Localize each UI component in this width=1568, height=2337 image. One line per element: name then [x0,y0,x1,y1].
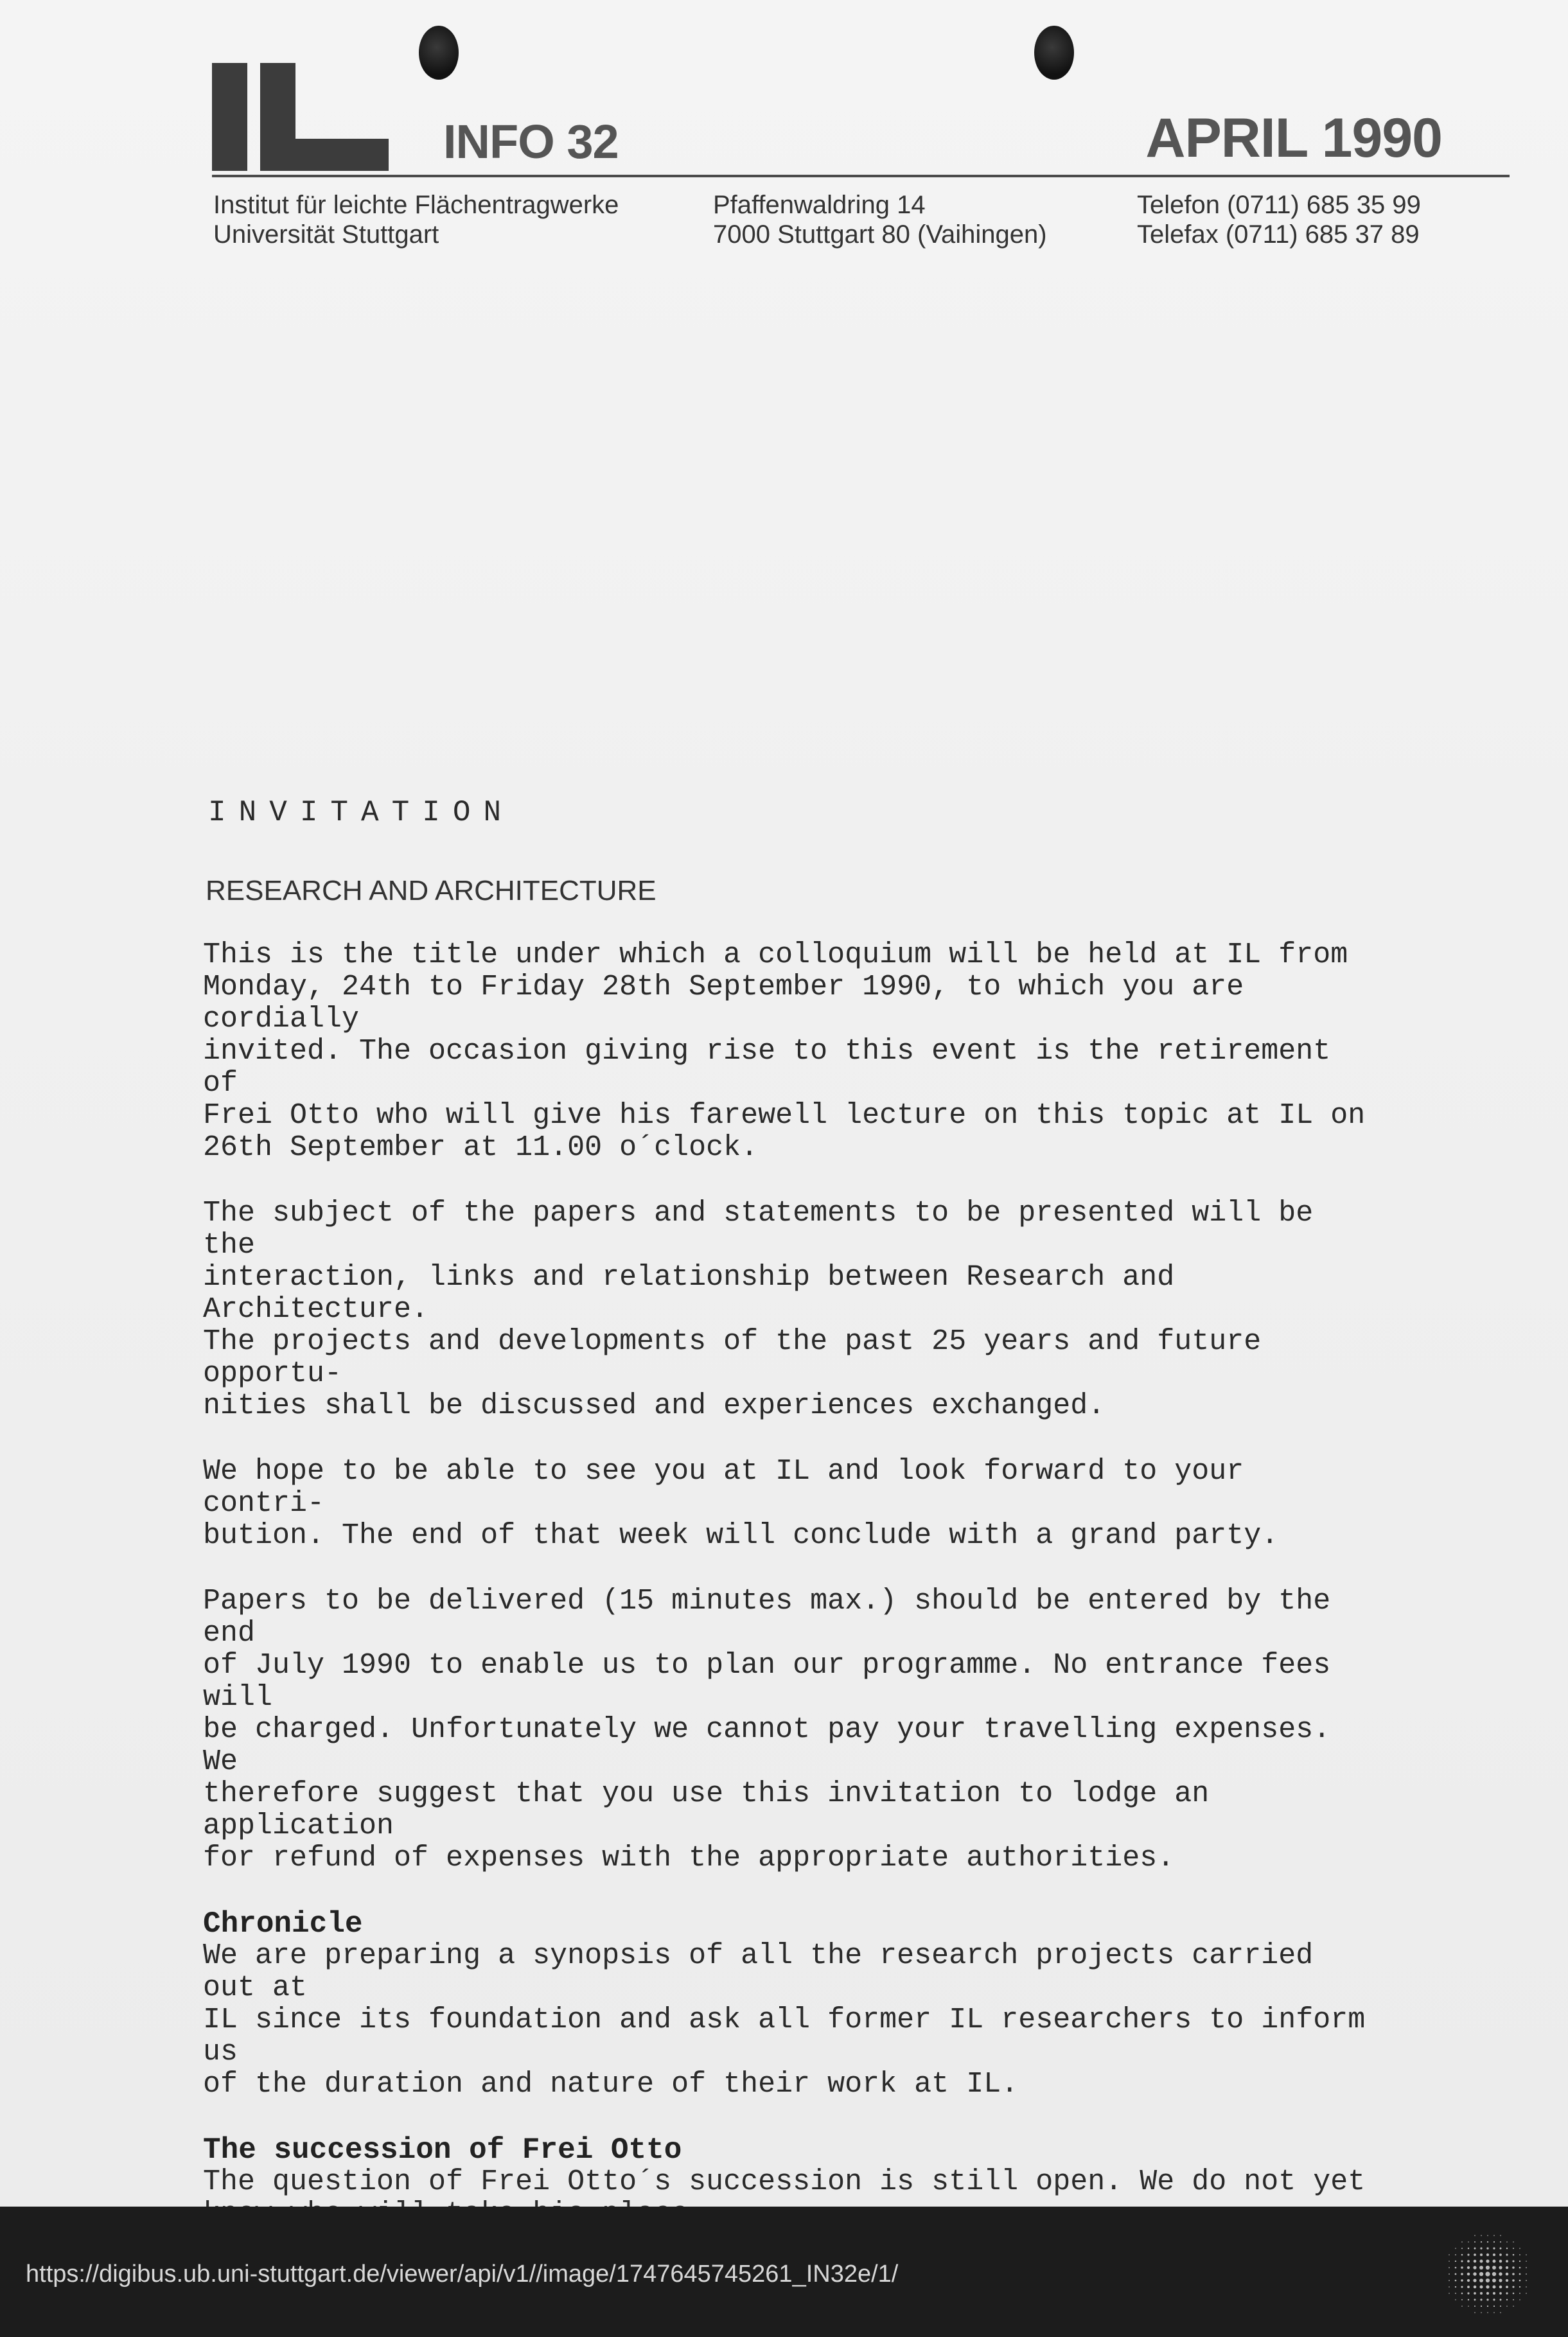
issue-label: INFO 32 [443,115,619,168]
institute-name: Institut für leichte Flächentragwerke [213,191,619,219]
phone-number: Telefon (0711) 685 35 99 [1137,191,1421,219]
street-address: Pfaffenwaldring 14 [713,191,926,219]
succession-heading: The succession of Frei Otto [203,2133,682,2167]
succession-paragraph: The question of Frei Otto´s succession is still open. We do not yet [203,2165,1366,2198]
punch-hole-left [419,26,459,80]
invitation-heading: INVITATION [208,796,515,829]
chronicle-heading: Chronicle [203,1907,363,1941]
issue-date: APRIL 1990 [1145,107,1442,169]
contact-block [1137,190,1421,249]
address-block [713,190,1047,249]
il-logo [212,63,340,171]
punch-hole-right [1034,26,1074,80]
city-address: 7000 Stuttgart 80 (Vaihingen) [713,220,1047,249]
paragraph-papers: Papers to be delivered (15 minutes max.) should be entered by the end of July 1990 to enable us to plan our programme. No entrance fees will be charged. Unfortunately we cannot pay your travelling expenses. We therefore suggest that you use this invitation to lodge an application for refund of expenses with the appropriate authorities. [203,1585,1331,1874]
institute-block [213,190,619,249]
viewer-footer [0,2207,1568,2337]
letter-body [203,797,1372,2264]
chronicle-paragraph: We are preparing a synopsis of all the research projects carried out at IL since its foundation and ask all former IL researchers to inform us of the duration and nature of their work at IL. [203,1939,1366,2101]
dot-pattern-logo-icon [1433,2226,1542,2322]
source-url[interactable]: https://digibus.ub.uni-stuttgart.de/viewer/api/v1//image/1747645745261_IN32e/1/ [26,2261,899,2288]
header-rule [212,175,1510,177]
paragraph-subject: The subject of the papers and statements to be presented will be the interaction, links and relationship between Research and Architecture. The projects and developments of the past 25 years and future opportu- nities shall be discussed and experiences exchanged. [203,1197,1314,1422]
fax-number: Telefax (0711) 685 37 89 [1137,220,1420,249]
paragraph-contribution: We hope to be able to see you at IL and look forward to your contri- bution. The end of that week will conclude with a grand party. [203,1455,1279,1552]
colloquium-title: RESEARCH AND ARCHITECTURE [206,875,656,906]
university-name: Universität Stuttgart [213,220,439,249]
paragraph-intro: This is the title under which a colloquium will be held at IL from Monday, 24th to Friday 28th September 1990, to which you are cordially invited. The occasion giving rise to this event is the retirement of Frei Otto who will give his farewell lecture on this topic at IL on 26th September at 11.00 o´clock. [203,939,1366,1164]
